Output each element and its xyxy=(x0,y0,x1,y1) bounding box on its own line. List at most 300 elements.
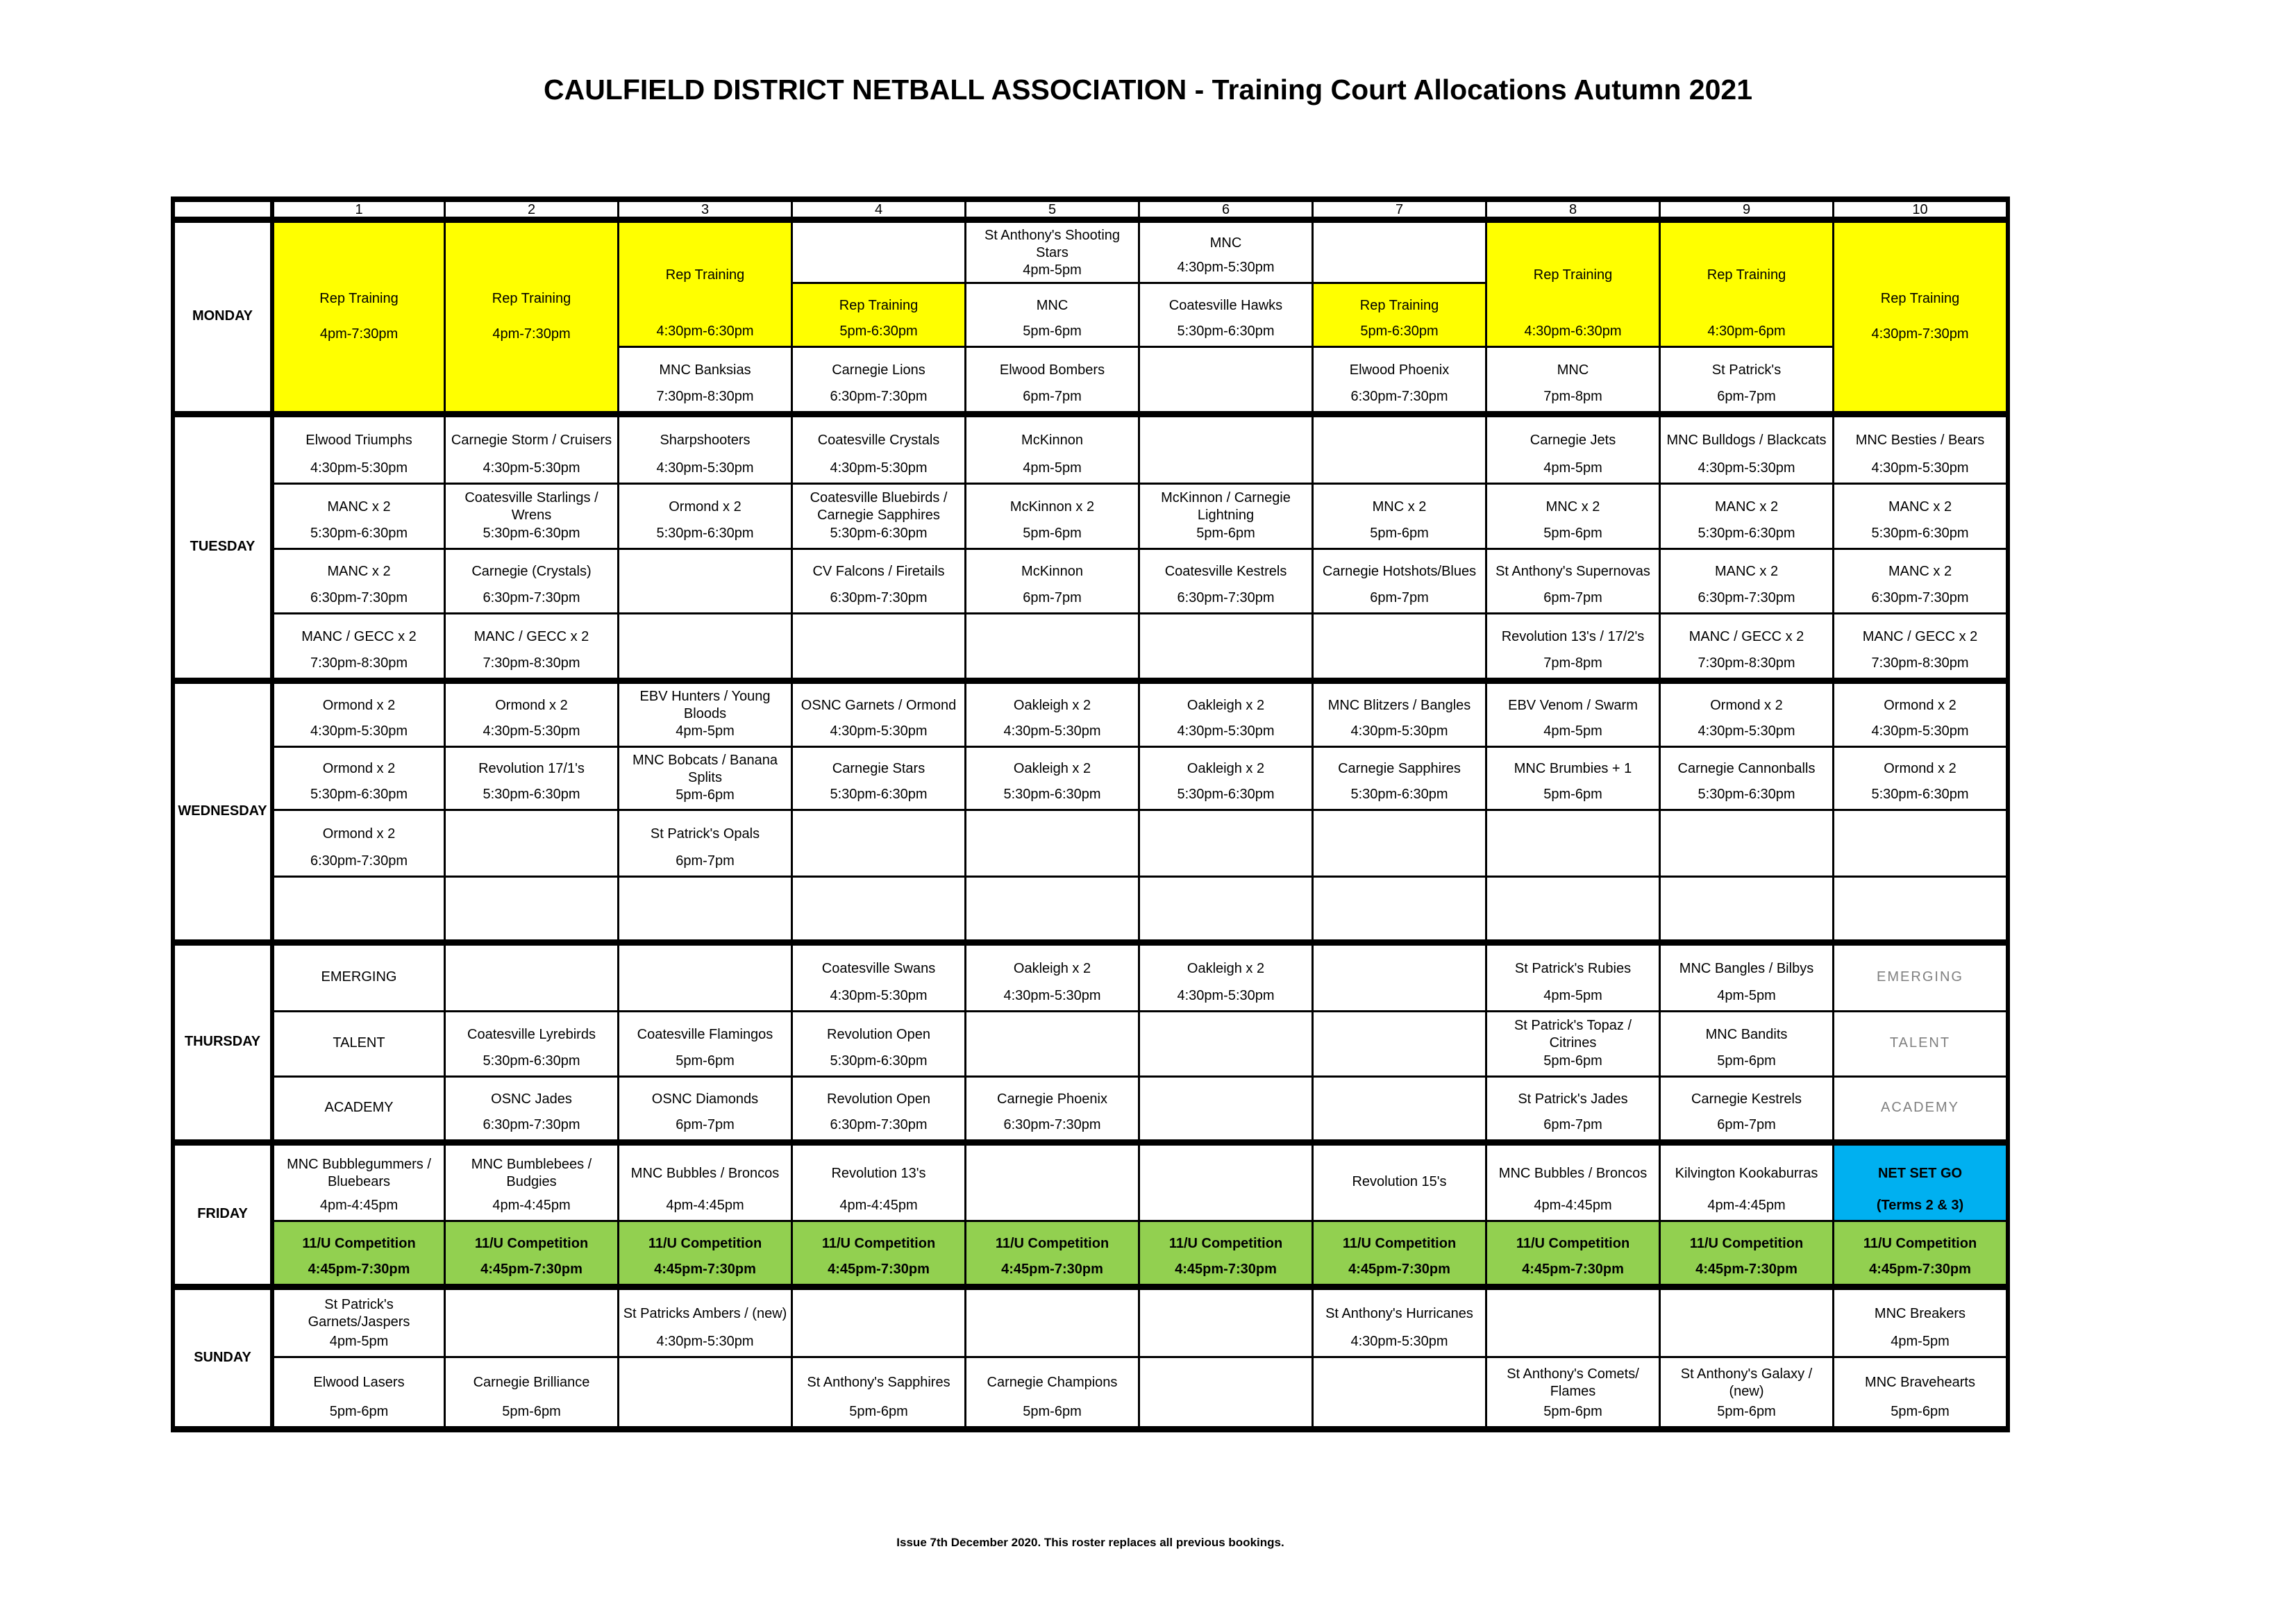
slot-team-name: 11/U Competition xyxy=(821,1235,936,1251)
slot-cell xyxy=(444,1356,617,1426)
slot-team-name: MANC x 2 xyxy=(1888,499,1952,514)
slot-cell xyxy=(964,282,1138,346)
slot-team-name: Coatesville Crystals xyxy=(817,433,940,448)
slot-cell xyxy=(270,1220,444,1284)
slot-cell xyxy=(444,223,617,411)
day-row-monday xyxy=(175,223,2006,411)
slot-cell xyxy=(1832,612,2006,678)
slot-team-name: MNC Bangles / Bilbys xyxy=(1679,960,1814,976)
slot-team-name: St Anthony's Shooting Stars xyxy=(984,228,1121,260)
corner-cell xyxy=(175,202,270,218)
slot-team-name: Coatesville Bluebirds / Carnegie Sapphires xyxy=(810,490,948,523)
slot-cell xyxy=(1659,1010,1832,1075)
slot-cell xyxy=(1485,1010,1659,1075)
slot-cell xyxy=(1659,1356,1832,1426)
slot-cell xyxy=(617,1075,791,1139)
slot-team-name: Elwood Bombers xyxy=(999,362,1105,378)
slot-time: 4:30pm-5:30pm xyxy=(1871,723,1969,739)
slot-cell xyxy=(444,1146,617,1220)
slot-time: (Terms 2 & 3) xyxy=(1876,1198,1964,1213)
slot-time: 4pm-5pm xyxy=(1543,460,1602,476)
slot-cell xyxy=(791,483,964,548)
slot-time: 4:30pm-5:30pm xyxy=(1350,1334,1448,1349)
slot-cell xyxy=(270,809,444,876)
slot-cell xyxy=(1832,1290,2006,1356)
slot-cell xyxy=(1659,346,1832,411)
slot-time: 6pm-7pm xyxy=(1023,590,1082,605)
slot-time: 6:30pm-7:30pm xyxy=(483,590,580,605)
empty-slot-cell xyxy=(444,876,617,939)
slot-time: 6:30pm-7:30pm xyxy=(830,389,928,404)
slot-cell xyxy=(617,1146,791,1220)
slot-team-name: Coatesville Swans xyxy=(821,960,936,976)
slot-time: 5pm-6pm xyxy=(1891,1404,1950,1419)
empty-slot-cell xyxy=(617,946,791,1010)
slot-team-name: Carnegie Hotshots/Blues xyxy=(1322,564,1477,579)
empty-slot-cell xyxy=(1832,809,2006,876)
slot-team-name: 11/U Competition xyxy=(1342,1235,1457,1251)
slot-time: 4:45pm-7:30pm xyxy=(1348,1262,1450,1277)
slot-team-name: Ormond x 2 xyxy=(322,826,396,842)
slot-time: 4:30pm-6:30pm xyxy=(1524,324,1622,339)
slot-time: 4pm-4:45pm xyxy=(666,1198,744,1213)
column-header-4: 4 xyxy=(791,202,964,218)
empty-slot-cell xyxy=(791,809,964,876)
slot-cell xyxy=(1832,746,2006,809)
slot-cell xyxy=(617,809,791,876)
slot-cell xyxy=(964,746,1138,809)
slot-cell xyxy=(791,1356,964,1426)
slot-team-name: Carnegie Sapphires xyxy=(1338,761,1461,776)
empty-slot-cell xyxy=(1312,417,1485,483)
slot-cell xyxy=(444,684,617,746)
slot-team-name: Rep Training xyxy=(1533,267,1613,283)
slot-time: 4pm-5pm xyxy=(1023,460,1082,476)
slot-team-name: MANC x 2 xyxy=(327,564,391,579)
slot-time: 5:30pm-6:30pm xyxy=(830,526,928,541)
slot-team-name: NET SET GO xyxy=(1877,1165,1963,1181)
slot-time: EMERGING xyxy=(321,969,397,985)
empty-slot-cell xyxy=(1659,1290,1832,1356)
empty-slot-cell xyxy=(617,548,791,612)
slot-team-name: Rep Training xyxy=(1707,267,1786,283)
slot-cell xyxy=(791,946,964,1010)
slot-time: 4:45pm-7:30pm xyxy=(654,1262,756,1277)
slot-time: 4pm-5pm xyxy=(1891,1334,1950,1349)
slot-time: 4:45pm-7:30pm xyxy=(480,1262,583,1277)
slot-cell xyxy=(270,548,444,612)
slot-cell xyxy=(1138,223,1312,282)
slot-time: 5pm-6pm xyxy=(1543,1404,1602,1419)
slot-team-name: Carnegie Stars xyxy=(832,761,925,776)
slot-cell xyxy=(1138,483,1312,548)
day-label-tuesday: TUESDAY xyxy=(190,539,255,554)
slot-cell xyxy=(617,417,791,483)
empty-slot-cell xyxy=(1485,1290,1659,1356)
slot-time: 5pm-6pm xyxy=(1370,526,1429,541)
slot-cell xyxy=(1312,746,1485,809)
slot-time: 4pm-4:45pm xyxy=(1534,1198,1612,1213)
slot-cell xyxy=(1659,1146,1832,1220)
slot-time: 4:30pm-5:30pm xyxy=(1698,723,1795,739)
slot-team-name: St Patrick's Jades xyxy=(1518,1091,1628,1107)
slot-cell xyxy=(791,417,964,483)
slot-team-name: Carnegie Brilliance xyxy=(473,1375,590,1390)
slot-cell xyxy=(617,483,791,548)
slot-time: 5:30pm-6:30pm xyxy=(1177,787,1275,802)
slot-team-name: McKinnon xyxy=(1021,564,1083,579)
empty-slot-cell xyxy=(444,1290,617,1356)
slot-cell xyxy=(270,1075,444,1139)
slot-time: 4:30pm-5:30pm xyxy=(656,1334,754,1349)
slot-time: 4pm-4:45pm xyxy=(839,1198,918,1213)
slot-team-name: MNC Bravehearts xyxy=(1865,1375,1975,1390)
slot-cell xyxy=(791,1146,964,1220)
slot-time: 6:30pm-7:30pm xyxy=(1350,389,1448,404)
slot-time: 4:30pm-5:30pm xyxy=(1871,460,1969,476)
empty-slot-cell xyxy=(1138,876,1312,939)
slot-cell xyxy=(444,1220,617,1284)
slot-time: 5pm-6pm xyxy=(1717,1053,1776,1069)
slot-cell xyxy=(617,1010,791,1075)
slot-time: 5pm-6pm xyxy=(329,1404,389,1419)
empty-slot-cell xyxy=(1312,223,1485,282)
slot-time: 5:30pm-6:30pm xyxy=(830,1053,928,1069)
slot-cell xyxy=(444,1075,617,1139)
empty-slot-cell xyxy=(964,1010,1138,1075)
slot-cell xyxy=(270,746,444,809)
day-label-sunday: SUNDAY xyxy=(194,1349,251,1365)
empty-slot-cell xyxy=(1659,876,1832,939)
slot-time: 4:45pm-7:30pm xyxy=(308,1262,410,1277)
slot-cell xyxy=(791,1075,964,1139)
slot-time: 5:30pm-6:30pm xyxy=(656,526,754,541)
slot-team-name: MNC Brumbies + 1 xyxy=(1514,761,1632,776)
column-header-10: 10 xyxy=(1832,202,2006,218)
slot-time: EMERGING xyxy=(1877,969,1963,985)
day-row-sunday xyxy=(175,1284,2006,1426)
day-row-wednesday xyxy=(175,678,2006,939)
slot-cell xyxy=(1832,483,2006,548)
slot-team-name: Elwood Phoenix xyxy=(1349,362,1450,378)
slot-cell xyxy=(270,612,444,678)
slot-team-name: OSNC Garnets / Ormond xyxy=(801,697,957,713)
slot-time: 6:30pm-7:30pm xyxy=(1177,590,1275,605)
column-header-9: 9 xyxy=(1659,202,1832,218)
slot-time: 4pm-4:45pm xyxy=(1707,1198,1786,1213)
slot-time: 5pm-6pm xyxy=(1543,1053,1602,1069)
slot-cell xyxy=(964,417,1138,483)
slot-time: 4:30pm-6:30pm xyxy=(656,324,754,339)
slot-cell xyxy=(270,1290,444,1356)
slot-time: 4:30pm-5:30pm xyxy=(830,723,928,739)
slot-cell xyxy=(1659,1075,1832,1139)
slot-cell xyxy=(1138,684,1312,746)
slot-time: TALENT xyxy=(1889,1035,1951,1050)
slot-cell xyxy=(1138,282,1312,346)
column-header-row xyxy=(175,202,2006,223)
slot-cell xyxy=(1485,946,1659,1010)
empty-slot-cell xyxy=(791,876,964,939)
day-row-thursday xyxy=(175,939,2006,1139)
slot-cell xyxy=(1312,684,1485,746)
slot-time: 5:30pm-6:30pm xyxy=(1177,324,1275,339)
slot-team-name: Rep Training xyxy=(319,290,399,306)
slot-cell xyxy=(964,223,1138,282)
slot-cell xyxy=(1832,684,2006,746)
slot-team-name: Revolution 13's / 17/2's xyxy=(1501,628,1645,644)
slot-time: 4:45pm-7:30pm xyxy=(1001,1262,1103,1277)
slot-time: 5:30pm-6:30pm xyxy=(1698,787,1795,802)
slot-team-name: OSNC Diamonds xyxy=(651,1091,759,1107)
empty-slot-cell xyxy=(1312,809,1485,876)
slot-time: 5pm-6pm xyxy=(502,1404,561,1419)
slot-cell xyxy=(444,612,617,678)
slot-time: 5pm-6:30pm xyxy=(1360,324,1439,339)
slot-time: 5pm-6pm xyxy=(1023,526,1082,541)
slot-cell xyxy=(964,1075,1138,1139)
slot-time: 4:30pm-6pm xyxy=(1707,324,1786,339)
empty-slot-cell xyxy=(1659,809,1832,876)
slot-time: 4:30pm-5:30pm xyxy=(1177,723,1275,739)
slot-cell xyxy=(1659,684,1832,746)
footer-note: Issue 7th December 2020. This roster replaces all previous bookings. xyxy=(896,1536,1284,1549)
slot-cell xyxy=(1485,1356,1659,1426)
slot-team-name: Carnegie Champions xyxy=(987,1375,1118,1390)
slot-time: 6:30pm-7:30pm xyxy=(1698,590,1795,605)
slot-team-name: MANC / GECC x 2 xyxy=(301,628,417,644)
slot-team-name: Rep Training xyxy=(1359,297,1439,313)
slot-time: 4:45pm-7:30pm xyxy=(1522,1262,1624,1277)
column-header-3: 3 xyxy=(617,202,791,218)
slot-team-name: MNC Bubbles / Broncos xyxy=(630,1165,780,1181)
slot-team-name: Ormond x 2 xyxy=(1710,697,1783,713)
slot-time: 4pm-4:45pm xyxy=(492,1198,571,1213)
slot-team-name: Carnegie Kestrels xyxy=(1691,1091,1802,1107)
slot-time: 7pm-8pm xyxy=(1543,389,1602,404)
empty-slot-cell xyxy=(444,809,617,876)
empty-slot-cell xyxy=(1138,612,1312,678)
slot-time: 7:30pm-8:30pm xyxy=(483,655,580,671)
slot-cell xyxy=(791,282,964,346)
slot-cell xyxy=(1312,346,1485,411)
slot-team-name: Carnegie (Crystals) xyxy=(471,564,592,579)
empty-slot-cell xyxy=(1138,1010,1312,1075)
empty-slot-cell xyxy=(1312,1356,1485,1426)
slot-cell xyxy=(791,1220,964,1284)
slot-time: 5:30pm-6:30pm xyxy=(310,787,408,802)
slot-time: 6pm-7pm xyxy=(1023,389,1082,404)
empty-slot-cell xyxy=(444,946,617,1010)
slot-time: 6pm-7pm xyxy=(1717,1117,1776,1132)
slot-time: 6:30pm-7:30pm xyxy=(310,590,408,605)
slot-team-name: Ormond x 2 xyxy=(1884,697,1956,713)
slot-time: 4pm-4:45pm xyxy=(319,1198,399,1213)
column-header-7: 7 xyxy=(1312,202,1485,218)
slot-time: 7pm-8pm xyxy=(1543,655,1602,671)
slot-team-name: 11/U Competition xyxy=(1689,1235,1804,1251)
slot-time: 7:30pm-8:30pm xyxy=(1871,655,1969,671)
slot-team-name: Carnegie Jets xyxy=(1530,433,1616,448)
slot-team-name: Coatesville Starlings / Wrens xyxy=(464,490,598,523)
slot-team-name: MNC Blitzers / Bangles xyxy=(1327,697,1471,713)
slot-time: 5pm-6pm xyxy=(1543,787,1602,802)
slot-time: 5:30pm-6:30pm xyxy=(310,526,408,541)
slot-team-name: Sharpshooters xyxy=(660,433,751,448)
slot-time: 4:30pm-5:30pm xyxy=(1177,260,1275,275)
slot-time: 4:45pm-7:30pm xyxy=(1695,1262,1798,1277)
slot-team-name: MNC Banksias xyxy=(659,362,751,378)
slot-time: Revolution 15's xyxy=(1352,1174,1447,1189)
slot-team-name: St Patrick's Garnets/Jaspers xyxy=(308,1297,410,1330)
slot-cell xyxy=(444,417,617,483)
slot-team-name: 11/U Competition xyxy=(302,1235,416,1251)
slot-team-name: Coatesville Flamingos xyxy=(637,1026,773,1042)
slot-time: 4:30pm-5:30pm xyxy=(1350,723,1448,739)
empty-slot-cell xyxy=(1312,946,1485,1010)
empty-slot-cell xyxy=(1138,346,1312,411)
slot-cell xyxy=(444,1010,617,1075)
slot-team-name: Ormond x 2 xyxy=(322,697,396,713)
slot-time: 4pm-5pm xyxy=(1023,262,1082,278)
slot-time: 5pm-6pm xyxy=(1023,324,1082,339)
slot-team-name: MNC xyxy=(1036,297,1069,313)
slot-team-name: Ormond x 2 xyxy=(669,499,741,514)
slot-cell xyxy=(1485,548,1659,612)
slot-team-name: Coatesville Hawks xyxy=(1168,297,1283,313)
slot-team-name: Carnegie Cannonballs xyxy=(1677,761,1816,776)
slot-cell xyxy=(1832,548,2006,612)
slot-time: 5:30pm-6:30pm xyxy=(1871,787,1969,802)
slot-team-name: St Anthony's Supernovas xyxy=(1495,564,1650,579)
column-header-8: 8 xyxy=(1485,202,1659,218)
slot-cell xyxy=(270,483,444,548)
slot-team-name: MNC Bandits xyxy=(1705,1026,1788,1042)
slot-team-name: Rep Training xyxy=(492,290,571,306)
slot-time: 5pm-6pm xyxy=(676,1053,735,1069)
slot-cell xyxy=(791,346,964,411)
slot-team-name: Oakleigh x 2 xyxy=(1187,761,1265,776)
slot-cell xyxy=(791,746,964,809)
slot-team-name: Elwood Lasers xyxy=(313,1375,405,1390)
slot-team-name: MANC / GECC x 2 xyxy=(474,628,589,644)
slot-team-name: EBV Hunters / Young Bloods xyxy=(639,689,771,721)
slot-cell xyxy=(791,1010,964,1075)
slot-time: 5:30pm-6:30pm xyxy=(1871,526,1969,541)
slot-time: 4pm-7:30pm xyxy=(492,326,571,342)
slot-cell xyxy=(617,223,791,346)
slot-team-name: 11/U Competition xyxy=(995,1235,1109,1251)
slot-cell xyxy=(1659,548,1832,612)
slot-cell xyxy=(791,684,964,746)
slot-cell xyxy=(1485,612,1659,678)
empty-slot-cell xyxy=(1138,1290,1312,1356)
column-header-5: 5 xyxy=(964,202,1138,218)
slot-time: 4pm-5pm xyxy=(676,723,735,739)
slot-cell xyxy=(1832,1356,2006,1426)
slot-time: 4pm-5pm xyxy=(1543,988,1602,1003)
slot-team-name: 11/U Competition xyxy=(648,1235,762,1251)
empty-slot-cell xyxy=(1138,1356,1312,1426)
slot-time: 5pm-6pm xyxy=(1717,1404,1776,1419)
slot-team-name: 11/U Competition xyxy=(1516,1235,1630,1251)
slot-team-name: MNC xyxy=(1557,362,1589,378)
slot-cell xyxy=(270,684,444,746)
slot-cell xyxy=(1832,946,2006,1010)
slot-cell xyxy=(270,946,444,1010)
slot-time: 5:30pm-6:30pm xyxy=(483,526,580,541)
slot-time: 5:30pm-6:30pm xyxy=(830,787,928,802)
slot-time: 5pm-6pm xyxy=(849,1404,908,1419)
slot-cell xyxy=(1138,946,1312,1010)
slot-cell xyxy=(1485,417,1659,483)
slot-team-name: Revolution 13's xyxy=(831,1165,926,1181)
slot-time: 4:45pm-7:30pm xyxy=(1869,1262,1971,1277)
slot-cell xyxy=(1485,1075,1659,1139)
slot-time: 4:45pm-7:30pm xyxy=(1175,1262,1277,1277)
column-header-2: 2 xyxy=(444,202,617,218)
slot-time: 4:30pm-5:30pm xyxy=(1003,723,1101,739)
slot-cell xyxy=(1659,946,1832,1010)
slot-cell xyxy=(270,1356,444,1426)
empty-slot-cell xyxy=(1832,876,2006,939)
slot-cell xyxy=(444,483,617,548)
slot-time: 4:30pm-5:30pm xyxy=(830,988,928,1003)
slot-cell xyxy=(617,746,791,809)
slot-team-name: St Patrick's Opals xyxy=(650,826,760,842)
slot-time: 4:30pm-7:30pm xyxy=(1871,326,1969,342)
slot-time: 4:30pm-5:30pm xyxy=(1698,460,1795,476)
empty-slot-cell xyxy=(1312,1010,1485,1075)
slot-team-name: Ormond x 2 xyxy=(495,697,568,713)
slot-team-name: St Patrick's xyxy=(1711,362,1782,378)
slot-time: 4pm-5pm xyxy=(1717,988,1776,1003)
slot-cell xyxy=(1485,684,1659,746)
slot-team-name: Kilvington Kookaburras xyxy=(1675,1165,1818,1181)
slot-team-name: MANC x 2 xyxy=(1888,564,1952,579)
slot-time: 6pm-7pm xyxy=(676,853,735,869)
slot-time: 4:30pm-5:30pm xyxy=(656,460,754,476)
slot-cell xyxy=(617,684,791,746)
slot-cell xyxy=(964,548,1138,612)
slot-team-name: OSNC Jades xyxy=(491,1091,572,1107)
day-label-friday: FRIDAY xyxy=(197,1206,248,1221)
empty-slot-cell xyxy=(1138,1146,1312,1220)
slot-time: 4pm-5pm xyxy=(1543,723,1602,739)
empty-slot-cell xyxy=(1312,1075,1485,1139)
slot-cell xyxy=(1832,1075,2006,1139)
slot-cell xyxy=(964,346,1138,411)
slot-time: 6:30pm-7:30pm xyxy=(1003,1117,1101,1132)
slot-cell xyxy=(1659,612,1832,678)
slot-team-name: Ormond x 2 xyxy=(1884,761,1956,776)
slot-team-name: Coatesville Lyrebirds xyxy=(467,1026,596,1042)
slot-team-name: Carnegie Storm / Cruisers xyxy=(451,433,612,448)
slot-team-name: McKinnon xyxy=(1021,433,1083,448)
slot-time: 4:30pm-5:30pm xyxy=(1177,988,1275,1003)
slot-cell xyxy=(1312,1220,1485,1284)
slot-time: 6pm-7pm xyxy=(1543,1117,1602,1132)
slot-cell xyxy=(1312,1290,1485,1356)
empty-slot-cell xyxy=(791,223,964,282)
empty-slot-cell xyxy=(1485,876,1659,939)
slot-team-name: Rep Training xyxy=(1880,290,1960,306)
slot-time: 4:30pm-5:30pm xyxy=(1003,988,1101,1003)
column-header-1: 1 xyxy=(270,202,444,218)
slot-cell xyxy=(1485,1146,1659,1220)
empty-slot-cell xyxy=(617,876,791,939)
slot-cell xyxy=(270,417,444,483)
